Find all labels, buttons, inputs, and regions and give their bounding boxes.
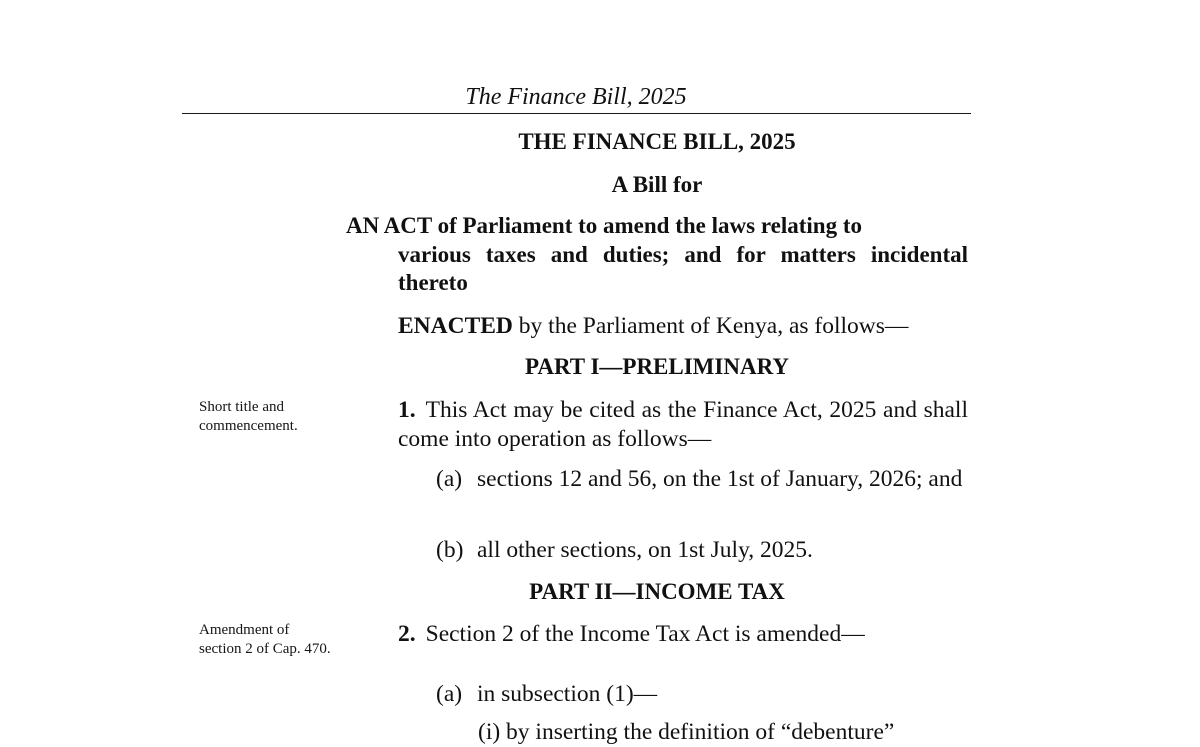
paragraph-label: (a) xyxy=(436,466,463,492)
section-2 xyxy=(356,620,968,649)
act-title-continuation: various taxes and duties; and for matters incidental thereto xyxy=(398,241,968,295)
running-header: The Finance Bill, 2025 xyxy=(465,84,687,110)
part-2-heading: PART II—INCOME TAX xyxy=(529,579,785,604)
section-2-margin-note: Amendment of section 2 of Cap. 470. xyxy=(199,622,331,657)
paragraph-text: sections 12 and 56, on the 1st of January, 2026; and xyxy=(477,466,963,492)
section-1 xyxy=(356,396,968,454)
paragraph-text: all other sections, on 1st July, 2025. xyxy=(477,537,813,563)
enacted-keyword: ENACTED xyxy=(398,313,513,339)
header-rule xyxy=(182,113,971,114)
section-1-number: 1. xyxy=(398,397,416,423)
bill-for: A Bill for xyxy=(611,172,703,197)
part-1-heading: PART I—PRELIMINARY xyxy=(525,354,789,379)
section-1-margin-note: Short title and commencement. xyxy=(199,399,298,434)
bill-title: THE FINANCE BILL, 2025 xyxy=(518,129,796,154)
section-1-paragraph-b xyxy=(436,536,968,565)
section-2-subparagraph-i-cutoff: (i) by inserting the definition of “debenture” xyxy=(478,719,895,745)
act-long-title xyxy=(346,212,968,298)
enacting-formula xyxy=(398,312,908,341)
section-1-text-block xyxy=(356,396,968,454)
section-1-paragraph-a xyxy=(436,465,968,494)
act-title-first-line: AN ACT of Parliament to amend the laws relating to xyxy=(346,213,862,238)
section-1-text: This Act may be cited as the Finance Act, 2025 and shall come into operation as follows— xyxy=(398,397,968,452)
paragraph-text: in subsection (1)— xyxy=(477,681,658,707)
enacted-rest: by the Parliament of Kenya, as follows— xyxy=(518,313,909,339)
section-2-text: Section 2 of the Income Tax Act is amended— xyxy=(425,621,865,647)
section-2-paragraph-a xyxy=(436,680,968,709)
paragraph-label: (b) xyxy=(436,537,464,563)
section-2-number: 2. xyxy=(398,621,416,647)
section-2-text-block xyxy=(356,620,968,649)
paragraph-label: (a) xyxy=(436,681,463,707)
